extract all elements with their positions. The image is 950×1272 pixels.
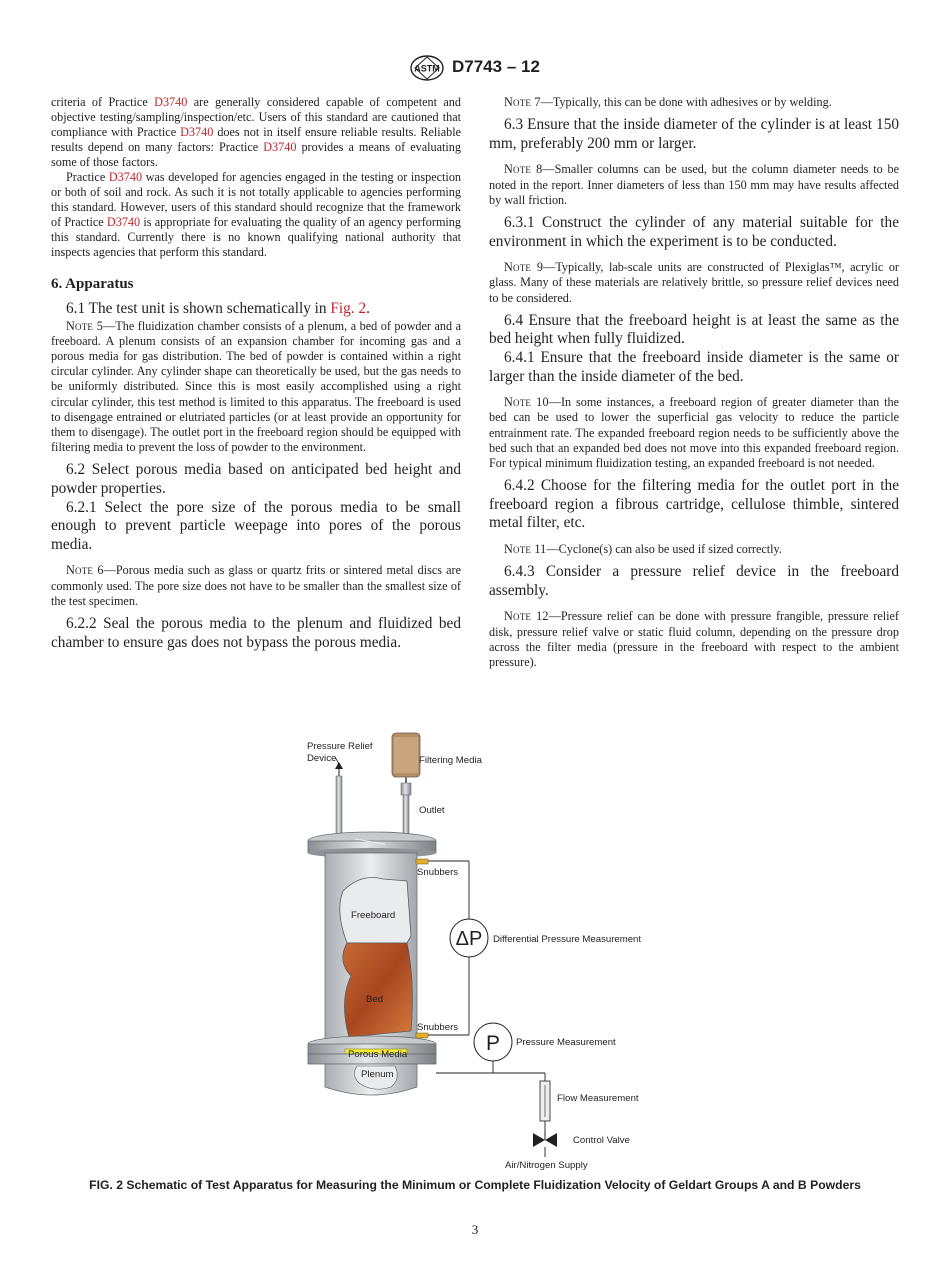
page-header: [0, 54, 950, 84]
label-plenum: Plenum: [361, 1069, 394, 1080]
section-6-4: 6.4 Ensure that the freeboard height is at least the same as the bed height when fully fluidized.: [489, 311, 899, 348]
label-supply: Air/Nitrogen Supply: [505, 1160, 588, 1171]
section-6-1: 6.1 The test unit is shown schematically in Fig. 2.: [66, 300, 370, 317]
page-number: 3: [471, 1222, 479, 1237]
note-12: Note 12—Pressure relief can be done with pressure frangible, pressure relief disk, pressure relief valve or static fluid column, depending on the pressure drop across the filter media (pressure in the freeboard with respect to the ambient pressure).: [489, 609, 899, 669]
paragraph-continuation: criteria of Practice D3740 are generally considered capable of competent and objective testing/sampling/inspection/etc. Users of this standard are cautioned that compliance with Practice D3740 does not in itself ensure reliable results. Reliable results depend on many factors: Practice D3740 provides a means of evaluating some of those factors.: [51, 95, 461, 169]
label-outlet: Outlet: [419, 805, 445, 816]
paragraph-practice: Practice D3740 was developed for agencies engaged in the testing or inspection or both of soil and rock. As such it is not totally applicable to agencies performing this standard. However, users of this standard should recognize that the framework of Practice D3740 is appropriate for evaluating the quality of an agency performing this standard. Currently there is no known qualifying national authority that inspects agencies that perform this standard.: [51, 170, 462, 259]
label-flow-measurement: Flow Measurement: [557, 1093, 639, 1104]
label-freeboard: Freeboard: [351, 910, 396, 921]
right-column: [489, 95, 899, 670]
label-device: Device: [307, 753, 337, 764]
link-d3740[interactable]: D3740: [180, 125, 214, 139]
note-9: Note 9—Typically, lab-scale units are constructed of Plexiglas™, acrylic or glass. Many of these materials are relatively brittle, so pressure relief devices need to be considered.: [489, 260, 899, 305]
astm-logo-icon: [409, 54, 445, 82]
control-valve-icon: [533, 1131, 557, 1157]
left-column: [51, 95, 461, 652]
section-6-3: 6.3 Ensure that the inside diameter of the cylinder is at least 150 mm, preferably 200 mm or larger.: [489, 116, 899, 152]
label-bed: Bed: [366, 994, 384, 1005]
note-5: Note 5—The fluidization chamber consists of a plenum, a bed of powder and a freeboard. A plenum consists of an expansion chamber for incoming gas and a porous media for gas distribution. The bed of powder is contained within a right circular cylinder. Any cylinder shape can theoretically be used, but the gas needs to be uniformly distributed. Since this is most easily accomplished using a right circular cylinder, this test method is limited to this apparatus. The freeboard is used to disengage entrained or elutriated particles (or at least provide an opportunity for them to disengage). The outlet port in the freeboard region should be equipped with filtering media to prevent the loss of powder to the environment.: [51, 318, 461, 455]
section-6-2-1: 6.2.1 Select the pore size of the porous media to be small enough to prevent particle weepage into pores of the porous media.: [51, 498, 461, 553]
filtering-media-icon: [392, 733, 420, 835]
svg-text:ASTM: ASTM: [414, 63, 440, 74]
note-8: Note 8—Smaller columns can be used, but the column diameter needs to be noted in the report. Inner diameters of less than 150 mm may have results affected by wall friction.: [489, 162, 899, 207]
section-6-2: 6.2 Select porous media based on anticipated bed height and powder properties.: [51, 461, 461, 498]
label-control-valve: Control Valve: [573, 1135, 630, 1146]
figure-caption: FIG. 2 Schematic of Test Apparatus for Measuring the Minimum or Complete Fluidization Velocity of Geldart Groups A and B Powders: [89, 1178, 861, 1192]
label-snubbers-top: Snubbers: [417, 867, 459, 878]
section-6-4-1: 6.4.1 Ensure that the freeboard inside diameter is the same or larger than the inside diameter of the bed.: [489, 348, 899, 385]
delta-p-symbol: ΔP: [455, 928, 483, 950]
label-pressure-measurement: Pressure Measurement: [516, 1037, 616, 1048]
pressure-relief-device: [335, 757, 343, 836]
section-6-3-1: 6.3.1 Construct the cylinder of any material suitable for the environment in which the experiment is to be conducted.: [489, 214, 899, 250]
bottom-flange: [308, 1036, 436, 1095]
snubber-bottom-icon: [416, 1033, 428, 1038]
flow-meter-icon: [540, 1081, 550, 1133]
label-porous-media: Porous Media: [348, 1049, 408, 1060]
section-6-4-3: 6.4.3 Consider a pressure relief device in the freeboard assembly.: [489, 563, 899, 599]
section-6-2-2: 6.2.2 Seal the porous media to the plenum and fluidized bed chamber to ensure gas does not bypass the porous media.: [51, 615, 461, 651]
link-d3740[interactable]: D3740: [108, 170, 143, 184]
section-heading: 6. Apparatus: [51, 276, 134, 292]
label-differential-pressure: Differential Pressure Measurement: [493, 934, 642, 945]
label-pressure-relief: Pressure Relief: [307, 741, 373, 752]
note-6: Note 6—Porous media such as glass or quartz frits or sintered metal discs are commonly used. The pore size does not have to be smaller than the smallest size of the test specimen.: [51, 563, 461, 608]
link-fig-2[interactable]: Fig. 2: [330, 300, 367, 317]
snubber-top-icon: [416, 859, 428, 864]
fluidization-cylinder: [325, 853, 417, 1043]
link-d3740[interactable]: D3740: [263, 140, 297, 154]
section-6-4-2: 6.4.2 Choose for the filtering media for the outlet port in the freeboard region a fibrous cartridge, cellulose thimble, sintered metal filter, etc.: [489, 477, 899, 532]
link-d3740[interactable]: D3740: [154, 95, 188, 109]
note-10: Note 10—In some instances, a freeboard region of greater diameter than the bed can be used to lower the superficial gas velocity to reduce the particle entrainment rate. The expanded freeboard region needs to be sufficiently above the bed such that an expanded bed does not move into this expanded freeboard region. For typical minimum fluidization testing, an expanded freeboard is not needed.: [489, 395, 899, 470]
standard-designation: D7743 – 12: [452, 57, 540, 76]
link-d3740[interactable]: D3740: [106, 215, 141, 229]
p-symbol: P: [485, 1032, 501, 1055]
note-7: Note 7—Typically, this can be done with adhesives or by welding.: [504, 95, 832, 109]
label-filtering-media: Filtering Media: [419, 755, 482, 766]
note-11: Note 11—Cyclone(s) can also be used if sized correctly.: [504, 541, 782, 556]
label-snubbers-bottom: Snubbers: [417, 1022, 459, 1033]
apparatus-schematic: [295, 731, 665, 1171]
